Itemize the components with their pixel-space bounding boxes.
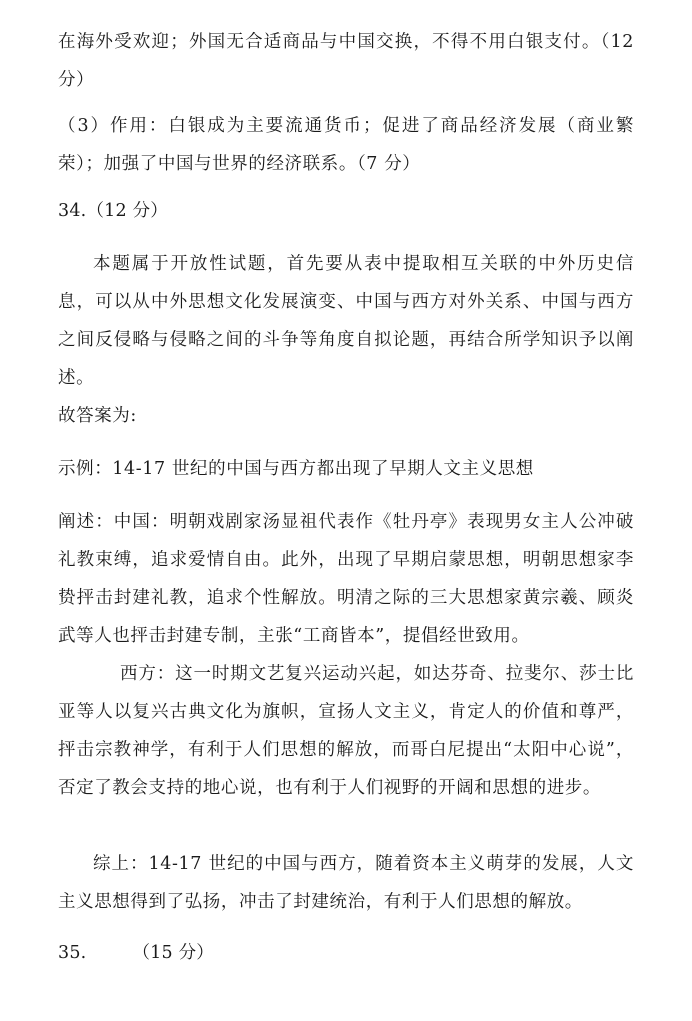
answer-part-3-paragraph: （3）作用：白银成为主要流通货币；促进了商品经济发展（商业繁荣）；加强了中国与世界的经济联系。（7 分） xyxy=(58,116,634,174)
answer-continuation-paragraph: 在海外受欢迎；外国无合适商品与中国交换，不得不用白银支付。（12分） xyxy=(58,32,634,90)
question-34-score: （12 分） xyxy=(86,201,168,221)
answer-intro-line: 故答案为: xyxy=(58,406,137,426)
question-35-score: （15 分） xyxy=(132,943,214,963)
question-34-analysis-paragraph: 本题属于开放性试题，首先要从表中提取相互关联的中外历史信息，可以从中外思想文化发展演变、中国与西方对外关系、中国与西方之间反侵略与侵略之间的斗争等角度自拟论题，再结合所学知识予以阐述。 xyxy=(58,254,634,388)
question-34-number: 34. xyxy=(58,201,87,221)
china-elaboration-paragraph: 阐述：中国：明朝戏剧家汤显祖代表作《牡丹亭》表现男女主人公冲破礼教束缚，追求爱情自由。此外，出现了早期启蒙思想，明朝思想家李贽抨击封建礼教，追求个性解放。明清之际的三大思想家黄宗羲、顾炎武等人也抨击封建专制，主张“工商皆本”，提倡经世致用。 xyxy=(58,512,634,646)
summary-paragraph: 综上：14-17 世纪的中国与西方，随着资本主义萌芽的发展，人文主义思想得到了弘扬，冲击了封建统治，有利于人们思想的解放。 xyxy=(58,854,634,912)
west-elaboration-paragraph: 西方：这一时期文艺复兴运动兴起，如达芬奇、拉斐尔、莎士比亚等人以复兴古典文化为旗帜，宣扬人文主义，肯定人的价值和尊严，抨击宗教神学，有利于人们思想的解放，而哥白尼提出“太阳中心说”，否定了教会支持的地心说，也有利于人们视野的开阔和思想的进步。 xyxy=(58,664,634,798)
question-34-heading xyxy=(58,192,634,230)
example-thesis-line: 示例：14-17 世纪的中国与西方都出现了早期人文主义思想 xyxy=(58,459,534,479)
question-35-number: 35. xyxy=(58,943,87,963)
question-35-heading xyxy=(58,934,634,972)
